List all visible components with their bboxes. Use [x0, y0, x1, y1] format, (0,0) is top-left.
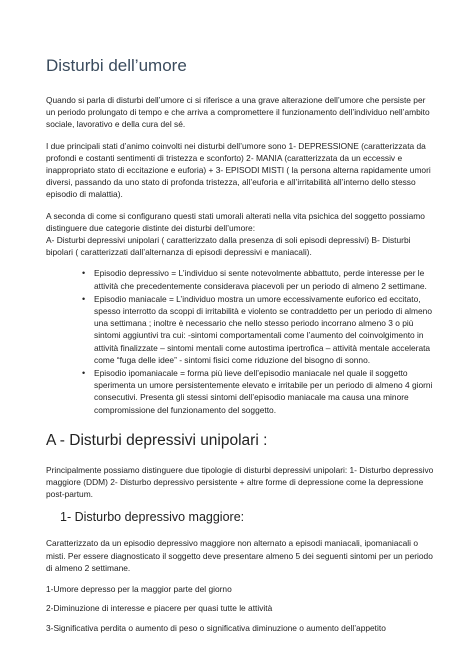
subsection-heading-1: 1- Disturbo depressivo maggiore:: [60, 510, 245, 525]
subsection-1-paragraph: Caratterizzato da un episodio depressivo maggiore non alternato a episodi maniacali, ipomaniacali o misti. Per essere diagnosticato il soggetto deve presentare almeno 5 dei seguenti sintomi per un periodo di almeno 2 settimane.: [46, 538, 433, 573]
categories-paragraph: A seconda di come si configurano questi stati umorali alterati nella vita psichica del soggetto possiamo distinguere due categorie distinte dei disturbi dell’umore: A- Disturbi depressivi unipolari ( caratterizzato dalla presenza di soli episodi depressivi) B- Disturbi bipolari ( caratterizzati dall’alternanza di episodi depressivi e maniacali).: [46, 210, 425, 258]
list-item: • Episodio maniacale = L’individuo mostra un umore eccessivamente euforico ed eccitato, spesso interrotto da scoppi di irritabilità e violento se contraddetto per un periodo di almeno una settimana ; inoltre è necessario che nello stesso periodo incorrano almeno 3 o più sintomi aggiuntivi tra cui: -sintomi comportamentali come l’aumento del coinvolgimento in attività finalizzate – sintomi mentali come autostima ipertrofica – attività mentale accelerata come “fuga delle idee” - sintomi fisici come riduzione del bisogno di sonno.: [94, 293, 434, 366]
episode-list: [46, 267, 434, 415]
symptom-line: 3-Significativa perdita o aumento di peso o significativa diminuzione o aumento dell’appetito: [46, 622, 386, 633]
section-a-paragraph: Principalmente possiamo distinguere due tipologie di disturbi depressivi unipolari: 1- Disturbo depressivo maggiore (DDM) 2- Disturbo depressivo persistente + altre forme di depressione come la depressione post-partum.: [46, 464, 434, 500]
mood-states-paragraph: I due principali stati d’animo coinvolti nei disturbi dell’umore sono 1- DEPRESSIONE (caratterizzata da profondi e costanti sentimenti di tristezza e sconforto) 2- MANIA (caratterizzata da un eccessiv e inappropriato stato di eccitazione e euforia) + 3- EPISODI MISTI ( la persona alterna rapidamente umori diversi, passando da uno stato di profonda tristezza, all’euforia e all’irritabilità all’interno dello stesso episodio di malattia).: [46, 140, 431, 200]
list-item: • Episodio ipomaniacale = forma più lieve dell’episodio maniacale nel quale il soggetto sperimenta un umore persistentemente elevato e irritabile per un periodo di almeno 4 giorni consecutivi. Presenta gli stessi sintomi dell’episodio maniacale ma causa una minore compromissione del funzionamento del soggetto.: [94, 367, 434, 416]
symptom-line: 2-Diminuzione di interesse e piacere per quasi tutte le attività: [46, 603, 273, 614]
document-title: Disturbi dell’umore: [46, 56, 187, 75]
list-item: • Episodio depressivo = L’individuo si sente notevolmente abbattuto, perde interesse per le attività che precedentemente considerava piacevoli per un periodo di almeno 2 settimane.: [94, 267, 434, 291]
section-heading-a: A - Disturbi depressivi unipolari :: [46, 431, 268, 449]
intro-paragraph: Quando si parla di disturbi dell’umore ci si riferisce a una grave alterazione dell’umore che persiste per un periodo prolungato di tempo e che arriva a compromettere il funzionamento dell’individuo nell’ambito sociale, lavorativo e della cura del sé.: [46, 95, 430, 130]
symptom-line: 1-Umore depresso per la maggior parte del giorno: [46, 584, 232, 595]
